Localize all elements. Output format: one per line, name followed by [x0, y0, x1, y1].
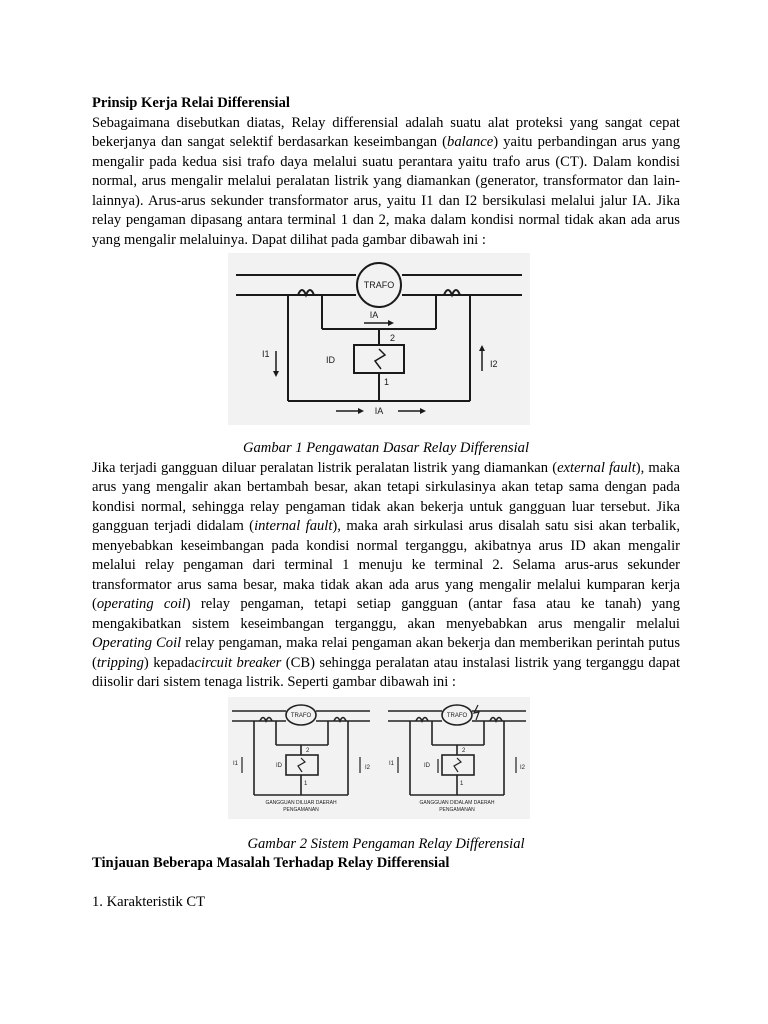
text-run: ) relay pengaman, tetapi setiap gangguan (antar fasa atau ke tanah) yang mengakibatkan sistem keseimbangan terganggu, akan menyebabkan arus mengalir melalui [92, 596, 680, 632]
right-trafo-label: TRAFO [446, 712, 468, 719]
text-run: ) kepada [143, 654, 195, 671]
text-run: ), maka arah sirkulasi arus disalah satu sisi akan terbalik, menyebabkan keseimbangan pada kondisi normal terganggu, akibatnya arus ID akan mengalir melalui relay pengaman dari terminal 1 menuju ke terminal 2. Selama arus-arus sekunder transformator arus sama besar, maka tidak akan ada arus yang mengalir melalui kumparan kerja ( [92, 518, 680, 612]
figure-2-caption: Gambar 2 Sistem Pengaman Relay Differensial [247, 835, 525, 852]
right-i1-label: I1 [389, 760, 395, 767]
protection-system-diagrams [228, 697, 530, 819]
left-terminal-1-label: 1 [304, 780, 308, 787]
italic-term: external fault [557, 459, 636, 476]
text-run: relay pengaman, maka relai pengaman akan bekerja dan memberikan perintah putus ( [92, 635, 680, 671]
figure-1-diagram [228, 253, 530, 425]
right-id-label: ID [424, 762, 430, 769]
ia-bottom-label: IA [374, 406, 384, 416]
external-fault-diagram [232, 705, 371, 813]
id-label: ID [326, 355, 335, 365]
right-terminal-2-label: 2 [462, 747, 466, 754]
text-run: Sebagaimana disebutkan diatas, Relay differensial adalah suatu alat proteksi yang sangat cepat bekerjanya dan sangat selektif berdasarkan keseimbangan ( [92, 114, 680, 150]
differential-relay-wiring-diagram [228, 253, 530, 425]
figure-1-caption: Gambar 1 Pengawatan Dasar Relay Differensial [242, 440, 530, 456]
left-caption-line1: GANGGUAN DILUAR DAERAH [265, 799, 337, 806]
i1-label: I1 [262, 349, 270, 359]
left-id-label: ID [276, 762, 282, 769]
right-i2-label: I2 [520, 764, 526, 771]
italic-term: tripping [96, 654, 144, 671]
list-item-karakteristik-ct: 1. Karakteristik CT [92, 894, 206, 910]
document-page [92, 94, 680, 913]
right-caption-line2: PENGAMANAN [439, 806, 475, 813]
italic-term: internal fault [254, 518, 333, 534]
italic-term: operating coil [96, 596, 186, 612]
left-caption-line2: PENGAMANAN [283, 806, 319, 813]
trafo-label: TRAFO [363, 280, 395, 290]
terminal-1-label: 1 [384, 377, 390, 387]
italic-term: circuit breaker [194, 654, 282, 671]
right-terminal-1-label: 1 [460, 780, 464, 787]
paragraph-prinsip [92, 114, 680, 251]
right-caption-line1: GANGGUAN DIDALAM DAERAH [419, 799, 495, 806]
text-run: (CB) sehingga peralatan atau instalasi listrik yang terganggu dapat diisolir dari sistem tenaga listrik. Seperti gambar dibawah ini : [92, 654, 681, 690]
left-terminal-2-label: 2 [306, 747, 310, 754]
text-run: ), maka arus yang mengalir akan bertambah besar, akan tetapi sirkulasinya akan tetap sama dengan pada kondisi normal, sehingga relay pengaman tidak akan bekerja untuk gangguan luar tersebut. Jika gangguan terjadi didalam ( [92, 459, 680, 534]
i2-label: I2 [490, 359, 498, 369]
italic-term: balance [447, 134, 494, 150]
terminal-2-label: 2 [390, 333, 396, 343]
left-i2-label: I2 [365, 764, 371, 771]
left-i1-label: I1 [233, 760, 239, 767]
section-heading-tinjauan: Tinjauan Beberapa Masalah Terhadap Relay Differensial [92, 855, 450, 871]
blank-line [92, 874, 680, 894]
text-run: ) yaitu perbandingan arus yang mengalir pada kedua sisi trafo daya melalui suatu perantara yaitu trafo arus (CT). Dalam kondisi normal, arus mengalir melalui peralatan listrik yang diamankan (generator, transformator dan lain-lainnya). Arus-arus sekunder transformator arus, yaitu I1 dan I2 bersikulasi melalui jalur IA. Jika relay pengaman dipasang antara terminal 1 dan 2, maka dalam kondisi normal tidak akan ada arus yang mengalir melaluinya. Dapat dilihat pada gambar dibawah ini : [92, 134, 680, 248]
figure-2-diagram [228, 697, 530, 819]
paragraph-gangguan [92, 459, 680, 693]
ia-top-label: IA [369, 310, 379, 320]
text-run: Jika terjadi gangguan diluar peralatan listrik peralatan listrik yang diamankan ( [92, 459, 558, 476]
italic-term: Operating Coil [92, 635, 182, 651]
left-trafo-label: TRAFO [290, 712, 312, 719]
section-heading-prinsip: Prinsip Kerja Relai Differensial [92, 95, 290, 111]
internal-fault-diagram [388, 705, 526, 813]
